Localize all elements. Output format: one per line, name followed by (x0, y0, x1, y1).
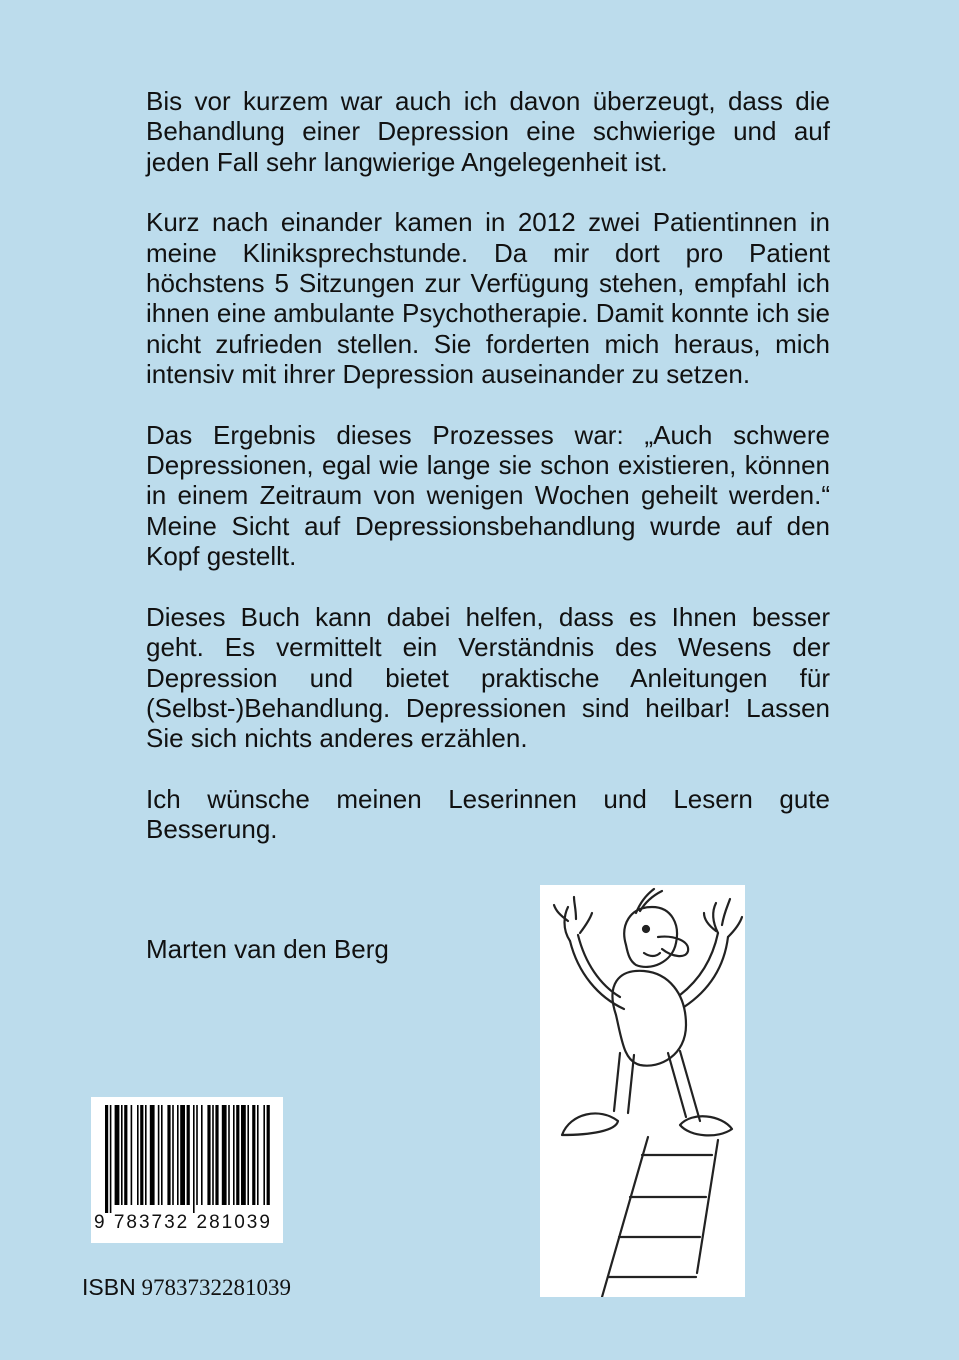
barcode-bar (145, 1105, 147, 1205)
paragraph-4: Dieses Buch kann dabei helfen, dass es Ihnen besser geht. Es vermittelt ein Verständnis des Wesens der Depression und bietet praktische Anleitungen für (Selbst-)Behandlung. Depressionen sind heilbar! Lassen Sie sich nichts anderes erzählen. (146, 601, 830, 754)
isbn-number: 9783732281039 (141, 1275, 291, 1300)
barcode-bar (124, 1105, 127, 1205)
barcode-bar (263, 1105, 265, 1205)
barcode (91, 1097, 283, 1243)
barcode-bar (180, 1105, 185, 1205)
barcode-bar (228, 1105, 230, 1205)
barcode-bar (131, 1105, 133, 1205)
barcode-bar (105, 1105, 108, 1213)
back-cover-text (146, 86, 830, 875)
isbn-label: ISBN (82, 1274, 136, 1300)
barcode-bar (167, 1105, 170, 1205)
barcode-bar (247, 1105, 249, 1205)
barcode-bar (207, 1105, 210, 1205)
barcode-bar (267, 1105, 270, 1205)
barcode-bar (222, 1105, 227, 1205)
paragraph-1: Bis vor kurzem war auch ich davon überzeugt, dass die Behandlung einer Depression eine schwierige und auf jeden Fall sehr langwierige Angelegenheit ist. (146, 86, 830, 177)
barcode-bar (236, 1105, 239, 1205)
paragraph-3: Das Ergebnis dieses Prozesses war: „Auch schwere Depressionen, egal wie lange sie schon existieren, können in einem Zeitraum von wenigen Wochen geheilt werden.“ Meine Sicht auf Depressionsbehandlung wurde auf den Kopf gestellt. (146, 419, 830, 572)
barcode-bar (201, 1105, 203, 1205)
barcode-digits: 9 783732 281039 (94, 1212, 272, 1233)
cartoon-illustration (540, 885, 745, 1297)
barcode-bar (193, 1105, 195, 1213)
barcode-bar (137, 1105, 139, 1205)
paragraph-2: Kurz nach einander kamen in 2012 zwei Patientinnen in meine Kliniksprechstunde. Da mir dort pro Patient höchstens 5 Sitzungen zur Verfügung stehen, empfahl ich ihnen eine ambulante Psychotherapie. Damit konnte ich sie nicht zufrieden stellen. Sie forderten mich heraus, mich intensiv mit ihrer Depression auseinander zu setzen. (146, 207, 830, 390)
barcode-bar (150, 1105, 155, 1205)
barcode-bar (187, 1105, 190, 1205)
paragraph-5: Ich wünsche meinen Leserinnen und Lesern gute Besserung. (146, 783, 830, 845)
barcode-bar (140, 1105, 143, 1205)
barcode-bar (241, 1105, 246, 1205)
barcode-bar (110, 1105, 112, 1213)
author-signature: Marten van den Berg (146, 934, 389, 964)
isbn-line (82, 1274, 291, 1301)
barcode-bar (252, 1105, 255, 1205)
barcode-bar (215, 1105, 218, 1205)
barcode-bar (233, 1105, 235, 1205)
barcode-bar (158, 1105, 160, 1205)
barcode-bar (257, 1105, 259, 1205)
barcode-bar (115, 1105, 120, 1205)
barcode-bar (212, 1105, 214, 1205)
barcode-bar (172, 1105, 174, 1205)
cartoon-figure-icon (540, 885, 745, 1297)
barcode-bar (161, 1105, 163, 1205)
barcode-bar (177, 1105, 179, 1205)
barcode-bar (196, 1105, 198, 1205)
barcode-bar (121, 1105, 123, 1205)
